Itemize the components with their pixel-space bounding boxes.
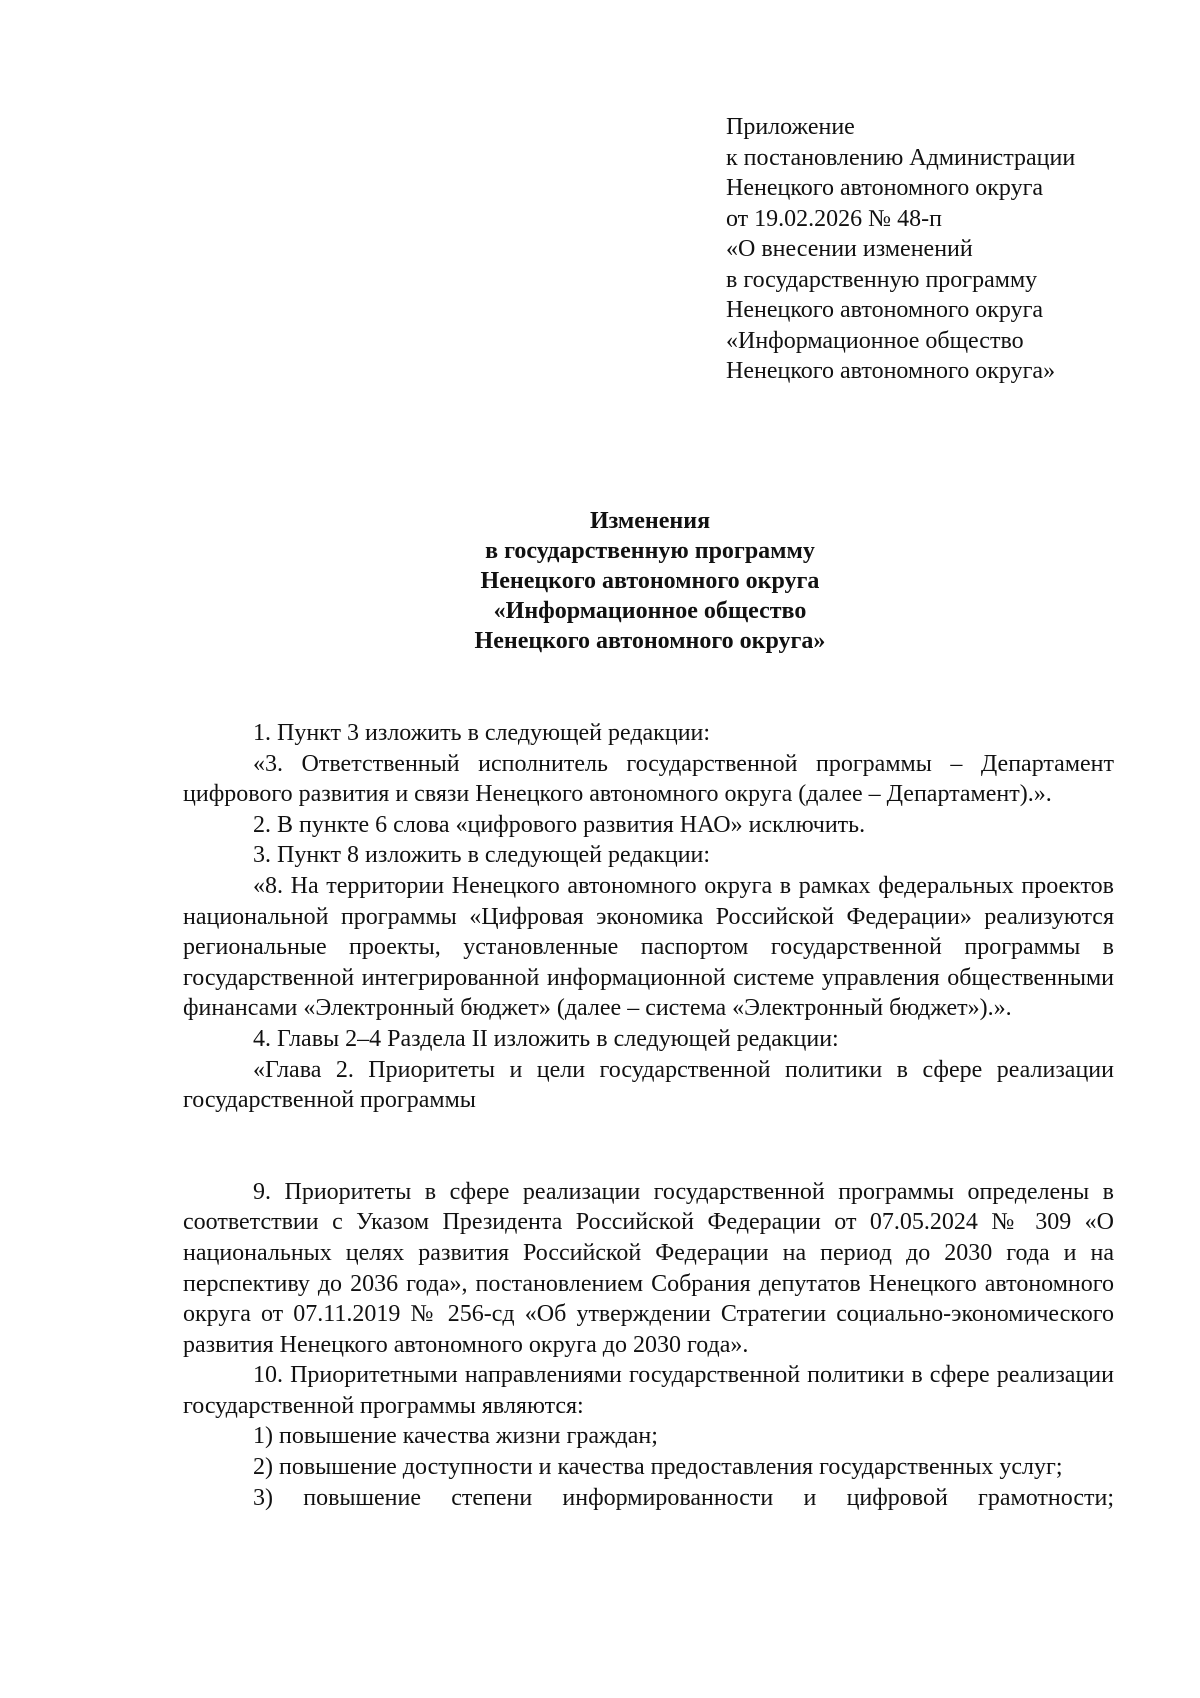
list-item-1: 1) повышение качества жизни граждан; xyxy=(253,1423,658,1450)
appendix-line: Приложение xyxy=(726,114,855,140)
paragraph-quote-item-8: «8. На территории Ненецкого автономного округа в рамках федеральных проектов национальной программы «Цифровая экономика Российской Федерации» реализуются региональные проекты, установленные паспортом государственной программы в государственной интегрированной информационной системе управления общественными финансами «Электронный бюджет» (далее – система «Электронный бюджет»).». xyxy=(183,872,1114,1022)
paragraph-item-2: 2. В пункте 6 слова «цифрового развития НАО» исключить. xyxy=(253,811,866,838)
document-body xyxy=(183,718,1114,1513)
appendix-line: к постановлению Администрации xyxy=(726,144,1076,171)
title-line: Ненецкого автономного округа xyxy=(480,568,820,594)
document-title xyxy=(0,506,1200,656)
appendix-line: в государственную программу xyxy=(726,266,1038,293)
list-item-3: 3) повышение степени информированности и цифровой грамотности; xyxy=(253,1484,1114,1511)
chapter-2-heading: «Глава 2. Приоритеты и цели государственной политики в сфере реализации государственной программы xyxy=(183,1056,1114,1114)
paragraph-item-4: 4. Главы 2–4 Раздела II изложить в следующей редакции: xyxy=(253,1025,839,1052)
appendix-line: Ненецкого автономного округа» xyxy=(726,358,1056,384)
paragraph-item-9: 9. Приоритеты в сфере реализации государственной программы определены в соответствии с Указом Президента Российской Федерации от 07.05.2024 № 309 «О национальных целях развития Российской Федерации на период до 2030 года и на перспективу до 2036 года», постановлением Собрания депутатов Ненецкого автономного округа от 07.11.2019 № 256-сд «Об утверждении Стратегии социально-экономического развития Ненецкого автономного округа до 2030 года». xyxy=(183,1178,1114,1358)
paragraph-item-1: 1. Пункт 3 изложить в следующей редакции: xyxy=(253,720,711,746)
appendix-line: «Информационное общество xyxy=(726,327,1024,354)
title-line: Изменения xyxy=(589,508,711,534)
appendix-line: от 19.02.2026 № 48-п xyxy=(726,205,942,232)
title-line: Ненецкого автономного округа» xyxy=(474,628,826,654)
appendix-line: Ненецкого автономного округа xyxy=(726,297,1044,323)
list-item-2: 2) повышение доступности и качества предоставления государственных услуг; xyxy=(253,1454,1063,1481)
appendix-line: Ненецкого автономного округа xyxy=(726,175,1044,201)
paragraph-quote-item-3: «3. Ответственный исполнитель государственной программы – Департамент цифрового развития и связи Ненецкого автономного округа (далее – Департамент).». xyxy=(183,750,1114,808)
title-line: в государственную программу xyxy=(485,538,815,564)
paragraph-item-10: 10. Приоритетными направлениями государственной политики в сфере реализации государственной программы являются: xyxy=(183,1362,1114,1419)
paragraph-item-3: 3. Пункт 8 изложить в следующей редакции: xyxy=(253,842,711,869)
paragraph-gap xyxy=(183,1116,1114,1177)
appendix-line: «О внесении изменений xyxy=(726,236,973,262)
appendix-block xyxy=(726,112,1075,387)
title-line: «Информационное общество xyxy=(493,598,807,624)
